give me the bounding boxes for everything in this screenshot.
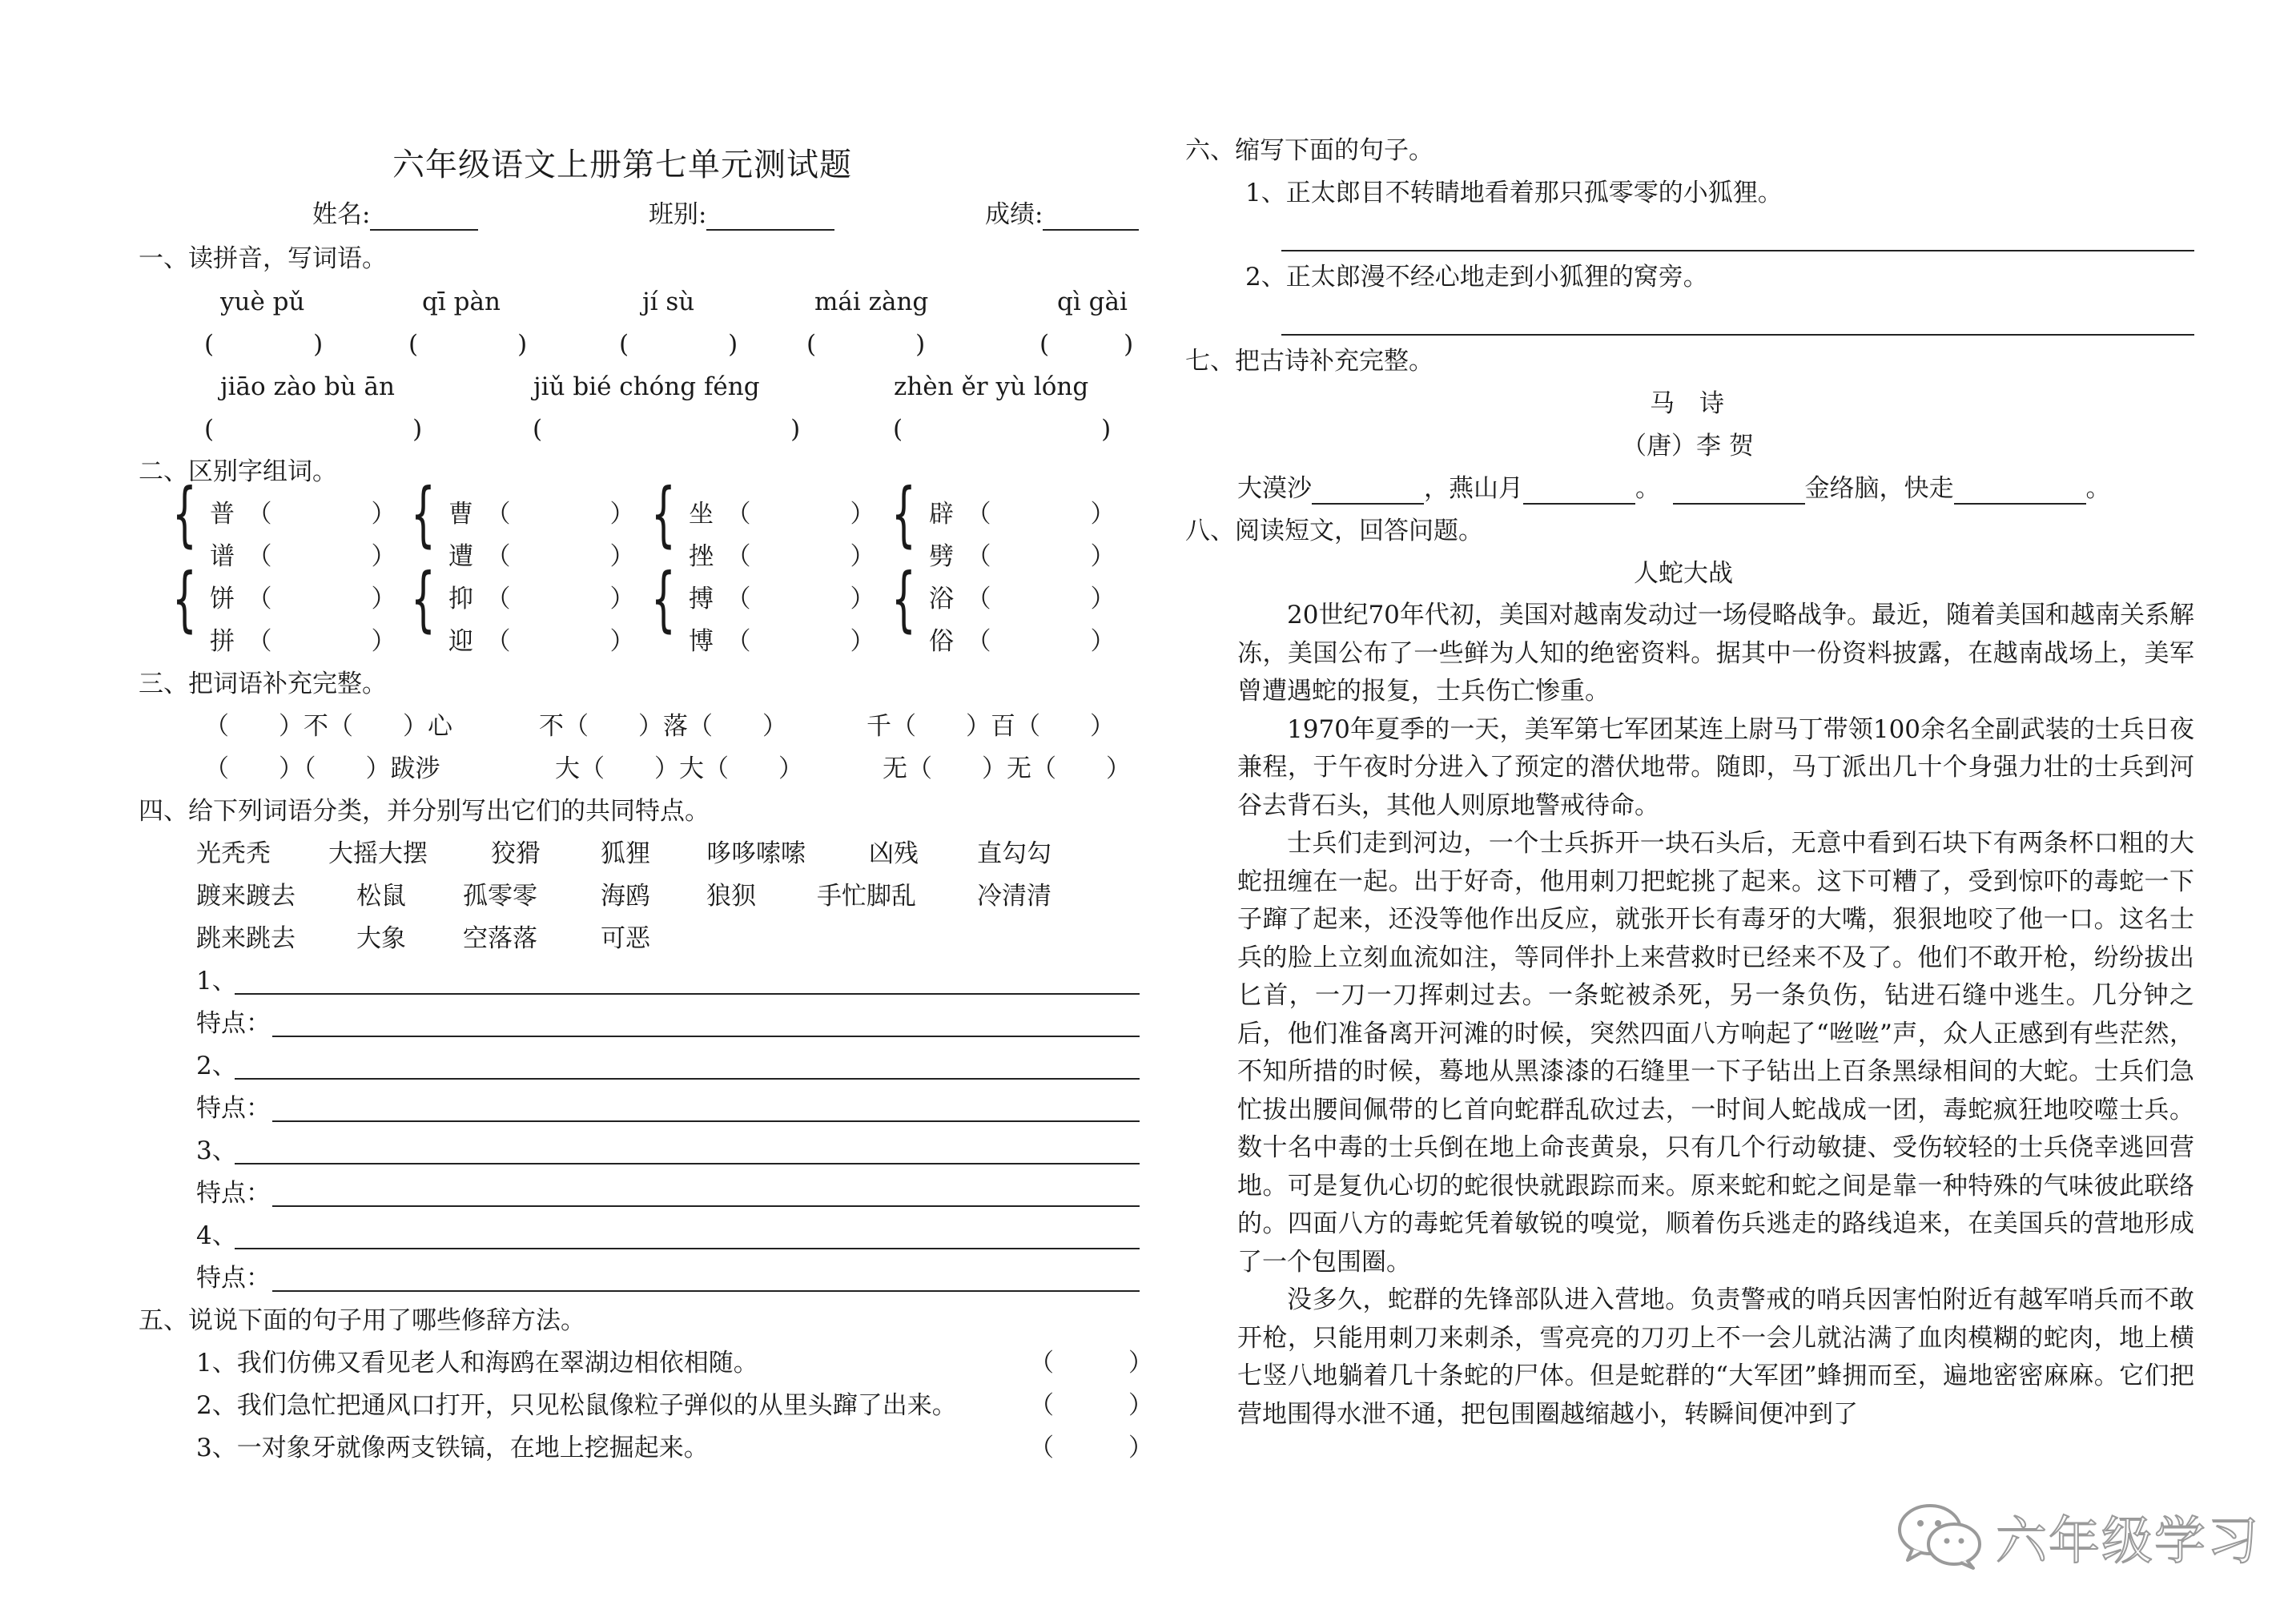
story-paragraph: 士兵们走到河边，一个士兵拆开一块石头后，无意中看到石块下有两条杯口粗的大蛇扭缠在一起。出于好奇，他用刺刀把蛇挑了起来。这下可糟了，受到惊吓的毒蛇一下子蹿了起来，还没等他作出反应，就张开长有毒牙的大嘴，狠狠地咬了他一口。这名士兵的脸上立刻血流如注，等同伴扑上来营救时已经来不及了。他们不敢开枪，纷纷拔出匕首，一刀一刀挥刺过去。一条蛇被杀死，另一条负伤，钻进石缝中逃生。几分钟之后，他们准备离开河滩的时候，突然四面八方响起了“咝咝”声，众人正感到有些茫然，不知所措的时候，蓦地从黑漆漆的石缝里一下子钻出上百条黑绿相间的大蛇。士兵们急忙拔出腰间佩带的匕首向蛇群乱砍过去，一时间人蛇战成一团，毒蛇疯狂地咬噬士兵。数十名中毒的士兵倒在地上命丧黄泉，只有几个行动敏捷、受伤较轻的士兵侥幸逃回营地。可是复仇心切的蛇很快就跟踪而来。原来蛇和蛇之间是靠一种特殊的气味彼此联络的。四面八方的毒蛇凭着敏锐的嗅觉，顺着伤兵逃走的路线追来，在美国兵的营地形成了一个包围圈。 bbox=[1237, 829, 2194, 1277]
answer-parens[interactable]: ( ) bbox=[1039, 330, 1134, 359]
idiom-blank[interactable]: 不（ ）落（ ） bbox=[539, 712, 787, 741]
brace: { bbox=[411, 557, 436, 640]
brace: { bbox=[651, 473, 676, 555]
word-item: 孤零零 bbox=[463, 882, 537, 911]
story-paragraph: 没多久，蛇群的先锋部队进入营地。负责警戒的哨兵因害怕附近有越军哨兵而不敢开枪，只能用刺刀来刺杀，雪亮亮的刀刃上不一会儿就沾满了血肉模糊的蛇肉，地上横七竖八地躺着几十条蛇的尸体。但是蛇群的“大军团”蜂拥而至，遍地密密麻麻。它们把营地围得水泄不通，把包围圈越缩越小，转瞬间便冲到了 bbox=[1237, 1285, 2194, 1429]
poem-author: （唐）李 贺 bbox=[1622, 432, 1754, 461]
char-item: 遭 （ ） bbox=[448, 542, 635, 571]
story-body bbox=[1237, 597, 2194, 1486]
char-item: 谱 （ ） bbox=[210, 542, 396, 571]
name-blank[interactable] bbox=[370, 205, 478, 231]
char-item: 拼 （ ） bbox=[210, 627, 396, 656]
condense-item: 1、正太郎目不转睛地看着那只孤零零的小狐狸。 bbox=[1245, 179, 1783, 207]
poem-blank[interactable] bbox=[1954, 479, 2086, 505]
char-item: 搏 （ ） bbox=[689, 585, 875, 613]
idiom-blank[interactable]: （ ）（ ）跋涉 bbox=[204, 754, 440, 783]
char-item: 俗 （ ） bbox=[929, 627, 1116, 656]
word-item: 狐狸 bbox=[601, 839, 650, 868]
answer-line[interactable] bbox=[235, 1248, 1140, 1249]
word-item: 光秃秃 bbox=[196, 839, 271, 868]
feature-label: 特点： bbox=[196, 1009, 271, 1038]
word-item: 松鼠 bbox=[356, 882, 406, 911]
story-paragraph: 1970年夏季的一天，美军第七军团某连上尉马丁带领100余名全副武装的士兵日夜兼程，于午夜时分进入了预定的潜伏地带。随即，马丁派出几十个身强力壮的士兵到河谷去背石头，其他人则原地警戒待命。 bbox=[1237, 714, 2194, 820]
section-2-heading: 二、区别字组词。 bbox=[139, 457, 337, 486]
section-5-heading: 五、说说下面的句子用了哪些修辞方法。 bbox=[139, 1306, 585, 1335]
section-3-heading: 三、把词语补充完整。 bbox=[139, 670, 387, 698]
word-item: 手忙脚乱 bbox=[817, 882, 916, 911]
answer-parens[interactable]: ( ) bbox=[619, 330, 738, 359]
word-item: 可恶 bbox=[601, 924, 650, 953]
answer-parens[interactable]: ( ) bbox=[408, 330, 528, 359]
char-item: 浴 （ ） bbox=[929, 585, 1116, 613]
score-field bbox=[985, 199, 1139, 231]
name-field bbox=[312, 199, 478, 231]
feature-label: 特点： bbox=[196, 1179, 271, 1208]
answer-line[interactable] bbox=[235, 1163, 1140, 1164]
char-item: 劈 （ ） bbox=[929, 542, 1116, 571]
answer-line[interactable] bbox=[1281, 334, 2194, 336]
brace: { bbox=[891, 473, 916, 555]
rhetoric-item: 3、一对象牙就像两支铁镐，在地上挖掘起来。 bbox=[196, 1434, 709, 1462]
idiom-blank[interactable]: 大（ ）大（ ） bbox=[555, 754, 803, 783]
poem-line: 大漠沙 ，燕山月 。 金络脑，快走 。 bbox=[1237, 474, 2111, 503]
section-4-heading: 四、给下列词语分类，并分别写出它们的共同特点。 bbox=[139, 797, 710, 826]
pinyin-item: qì gài bbox=[1057, 288, 1128, 316]
word-item: 大象 bbox=[356, 924, 406, 953]
pinyin-item: mái zàng bbox=[814, 288, 929, 316]
idiom-blank[interactable]: （ ）不（ ）心 bbox=[204, 712, 452, 741]
section-8-heading: 八、阅读短文，回答问题。 bbox=[1185, 517, 1483, 545]
group-number: 3、 bbox=[196, 1136, 237, 1165]
char-item: 普 （ ） bbox=[210, 500, 396, 529]
poem-title: 马 诗 bbox=[1650, 389, 1724, 418]
watermark bbox=[1896, 1499, 2260, 1575]
brace: { bbox=[172, 473, 197, 555]
answer-line[interactable] bbox=[235, 993, 1140, 995]
pinyin-item: jí sù bbox=[642, 288, 695, 316]
answer-line[interactable] bbox=[272, 1036, 1140, 1037]
word-item: 直勾勾 bbox=[977, 839, 1051, 868]
section-7-heading: 七、把古诗补充完整。 bbox=[1185, 347, 1433, 376]
pinyin-item: zhèn ěr yù lóng bbox=[894, 372, 1089, 401]
word-item: 狡猾 bbox=[491, 839, 541, 868]
word-item: 狼狈 bbox=[706, 882, 756, 911]
answer-parens[interactable]: ( ) bbox=[533, 415, 801, 444]
rhetoric-item: 2、我们急忙把通风口打开，只见松鼠像粒子弹似的从里头蹿了出来。 bbox=[196, 1391, 957, 1420]
answer-line[interactable] bbox=[235, 1078, 1140, 1080]
brace: { bbox=[651, 557, 676, 640]
word-item: 空落落 bbox=[463, 924, 537, 953]
group-number: 4、 bbox=[196, 1221, 237, 1250]
brace: { bbox=[891, 557, 916, 640]
wechat-icon bbox=[1896, 1499, 1984, 1575]
word-item: 踱来踱去 bbox=[196, 882, 296, 911]
poem-blank[interactable] bbox=[1312, 479, 1424, 505]
pinyin-item: jiāo zào bù ān bbox=[220, 372, 395, 401]
char-item: 坐 （ ） bbox=[689, 500, 875, 529]
word-item: 大摇大摆 bbox=[328, 839, 428, 868]
page-title: 六年级语文上册第七单元测试题 bbox=[392, 147, 852, 183]
word-item: 海鸥 bbox=[601, 882, 650, 911]
story-paragraph: 20世纪70年代初，美国对越南发动过一场侵略战争。最近，随着美国和越南关系解冻，美国公布了一些鲜为人知的绝密资料。据其中一份资料披露，在越南战场上，美军曾遭遇蛇的报复，士兵伤亡惨重。 bbox=[1237, 601, 2194, 706]
pinyin-item: yuè pǔ bbox=[220, 288, 305, 316]
poem-blank[interactable] bbox=[1673, 479, 1805, 505]
feature-label: 特点： bbox=[196, 1094, 271, 1123]
brace: { bbox=[411, 473, 436, 555]
char-item: 迎 （ ） bbox=[448, 627, 635, 656]
answer-parens[interactable]: （ ） bbox=[1029, 1434, 1153, 1462]
word-item: 冷清清 bbox=[977, 882, 1051, 911]
brace: { bbox=[172, 557, 197, 640]
answer-parens[interactable]: ( ) bbox=[204, 415, 423, 444]
answer-parens[interactable]: ( ) bbox=[893, 415, 1112, 444]
answer-line[interactable] bbox=[272, 1120, 1140, 1122]
answer-parens[interactable]: （ ） bbox=[1029, 1391, 1153, 1420]
char-item: 博 （ ） bbox=[689, 627, 875, 656]
class-field bbox=[649, 199, 834, 231]
score-blank[interactable] bbox=[1043, 205, 1139, 231]
answer-line[interactable] bbox=[272, 1205, 1140, 1207]
answer-parens[interactable]: （ ） bbox=[1029, 1349, 1153, 1378]
pinyin-item: qī pàn bbox=[422, 288, 501, 316]
answer-parens[interactable]: ( ) bbox=[806, 330, 926, 359]
char-item: 曹 （ ） bbox=[448, 500, 635, 529]
idiom-blank[interactable]: 无（ ）无（ ） bbox=[883, 754, 1131, 783]
pinyin-item: jiǔ bié chóng féng bbox=[533, 372, 760, 401]
section-1-heading: 一、读拼音，写词语。 bbox=[139, 244, 387, 273]
condense-item: 2、正太郎漫不经心地走到小狐狸的窝旁。 bbox=[1245, 263, 1708, 292]
word-item: 跳来跳去 bbox=[196, 924, 296, 953]
name-label: 姓名: bbox=[312, 200, 371, 229]
char-item: 饼 （ ） bbox=[210, 585, 396, 613]
answer-line[interactable] bbox=[1281, 250, 2194, 251]
answer-parens[interactable]: ( ) bbox=[204, 330, 324, 359]
class-blank[interactable] bbox=[706, 205, 834, 231]
char-item: 抑 （ ） bbox=[448, 585, 635, 613]
feature-label: 特点： bbox=[196, 1264, 271, 1293]
section-6-heading: 六、缩写下面的句子。 bbox=[1185, 136, 1433, 165]
watermark-text: 六年级学习 bbox=[1996, 1512, 2260, 1571]
char-item: 挫 （ ） bbox=[689, 542, 875, 571]
group-number: 2、 bbox=[196, 1052, 237, 1080]
score-label: 成绩: bbox=[985, 200, 1043, 229]
story-title: 人蛇大战 bbox=[1634, 559, 1733, 588]
poem-blank[interactable] bbox=[1523, 479, 1635, 505]
word-item: 凶残 bbox=[869, 839, 919, 868]
word-item: 哆哆嗦嗦 bbox=[706, 839, 806, 868]
class-label: 班别: bbox=[649, 200, 707, 229]
group-number: 1、 bbox=[196, 967, 237, 996]
answer-line[interactable] bbox=[272, 1290, 1140, 1292]
rhetoric-item: 1、我们仿佛又看见老人和海鸥在翠湖边相依相随。 bbox=[196, 1349, 758, 1378]
char-item: 辟 （ ） bbox=[929, 500, 1116, 529]
idiom-blank[interactable]: 千（ ）百（ ） bbox=[867, 712, 1115, 741]
